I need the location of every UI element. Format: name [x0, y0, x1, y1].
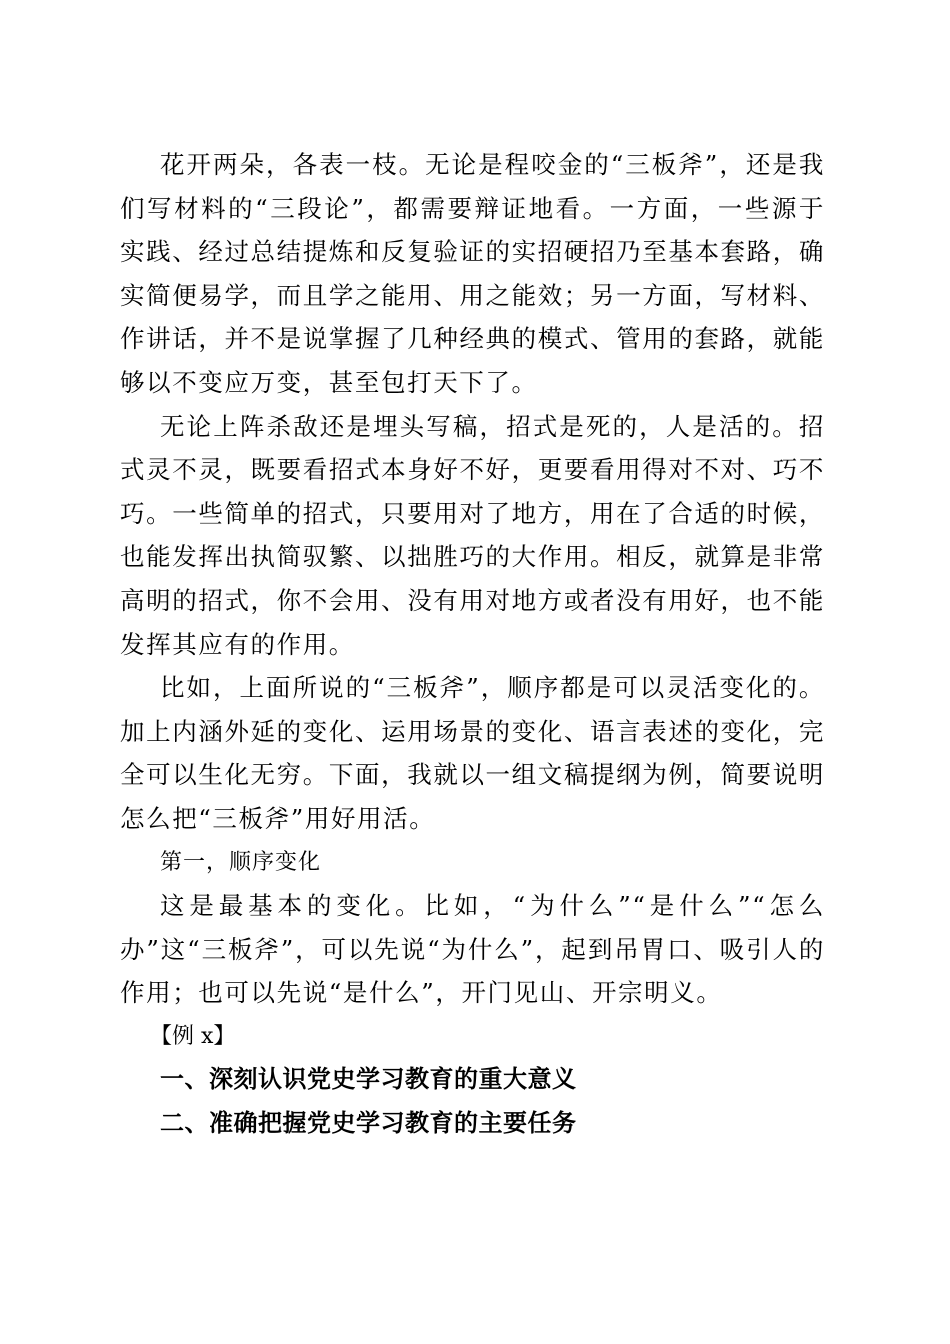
outline-item-1: 一、深刻认识党史学习教育的重大意义: [160, 1065, 577, 1094]
section-paragraph: 这是最基本的变化。比如，“为什么”“是什么”“怎么办”这“三板斧”，可以先说“为什么”，起到吊胃口、吸引人的作用；也可以先说“是什么”，开门见山、开宗明义。: [120, 891, 825, 1008]
document-page: [120, 143, 825, 1146]
body-paragraph-2: 无论上阵杀敌还是埋头写稿，招式是死的，人是活的。招式灵不灵，既要看招式本身好不好，更要看用得对不对、巧不巧。一些简单的招式，只要用对了地方，用在了合适的时候，也能发挥出执简驭繁、以拙胜巧的大作用。相反，就算是非常高明的招式，你不会用、没有用对地方或者没有用好，也不能发挥其应有的作用。: [120, 411, 825, 659]
section-heading: 第一，顺序变化: [160, 849, 322, 875]
example-tag: 【例 x】: [150, 1023, 236, 1049]
outline-item-2: 二、准确把握党史学习教育的主要任务: [160, 1109, 577, 1138]
body-paragraph-3: 比如，上面所说的“三板斧”，顺序都是可以灵活变化的。加上内涵外延的变化、运用场景的变化、语言表述的变化，完全可以生化无穷。下面，我就以一组文稿提纲为例，简要说明怎么把“三板斧”用好用活。: [120, 673, 825, 833]
body-paragraph-1: 花开两朵，各表一枝。无论是程咬金的“三板斧”，还是我们写材料的“三段论”，都需要辩证地看。一方面，一些源于实践、经过总结提炼和反复验证的实招硬招乃至基本套路，确实简便易学，而且学之能用、用之能效；另一方面，写材料、作讲话，并不是说掌握了几种经典的模式、管用的套路，就能够以不变应万变，甚至包打天下了。: [120, 150, 825, 397]
